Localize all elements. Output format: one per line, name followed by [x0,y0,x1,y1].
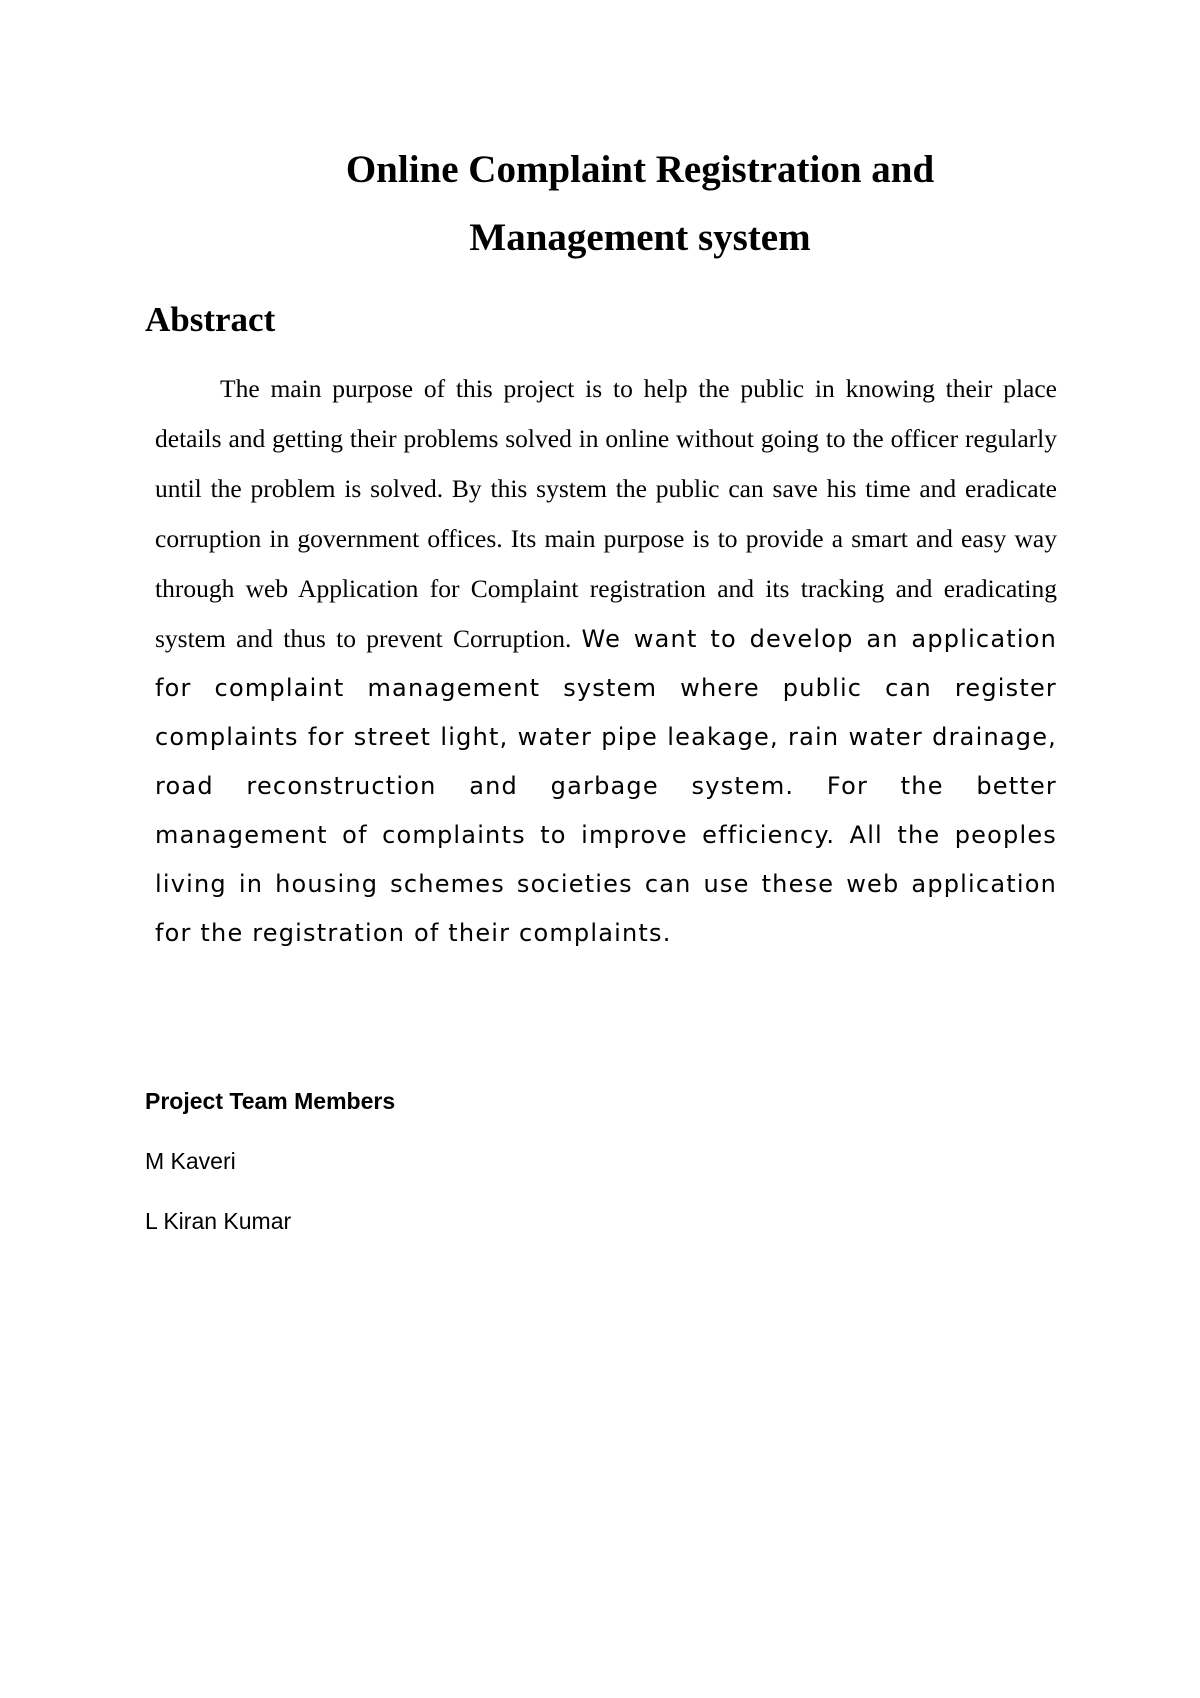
team-members-heading: Project Team Members [145,1088,396,1114]
abstract-heading: Abstract [145,300,276,339]
abstract-text-sans: We want to develop an application for complaint management system where public can register complaints for street light, water pipe leakage, rain water drainage, road reconstruction and garbage system. For the better management of complaints to improve efficiency. All the peoples living in housing schemes societies can use these web application for the registration of their complaints. [155,625,1058,947]
team-member: M Kaveri [145,1148,236,1174]
document-title-line-1: Online Complaint Registration and [345,148,935,191]
abstract-text-serif: The main purpose of this project is to help the public in knowing their place details and getting their problems solved in online without going to the officer regularly until the problem is solved. By this system the public can save his time and eradicate corruption in government offices. Its main purpose is to provide a smart and easy way through web Application for Complaint registration and its tracking and eradicating system and thus to prevent Corruption. [155,374,1057,653]
abstract-paragraph [155,364,1057,958]
team-member: L Kiran Kumar [145,1208,292,1234]
document-title-line-2: Management system [469,216,811,259]
